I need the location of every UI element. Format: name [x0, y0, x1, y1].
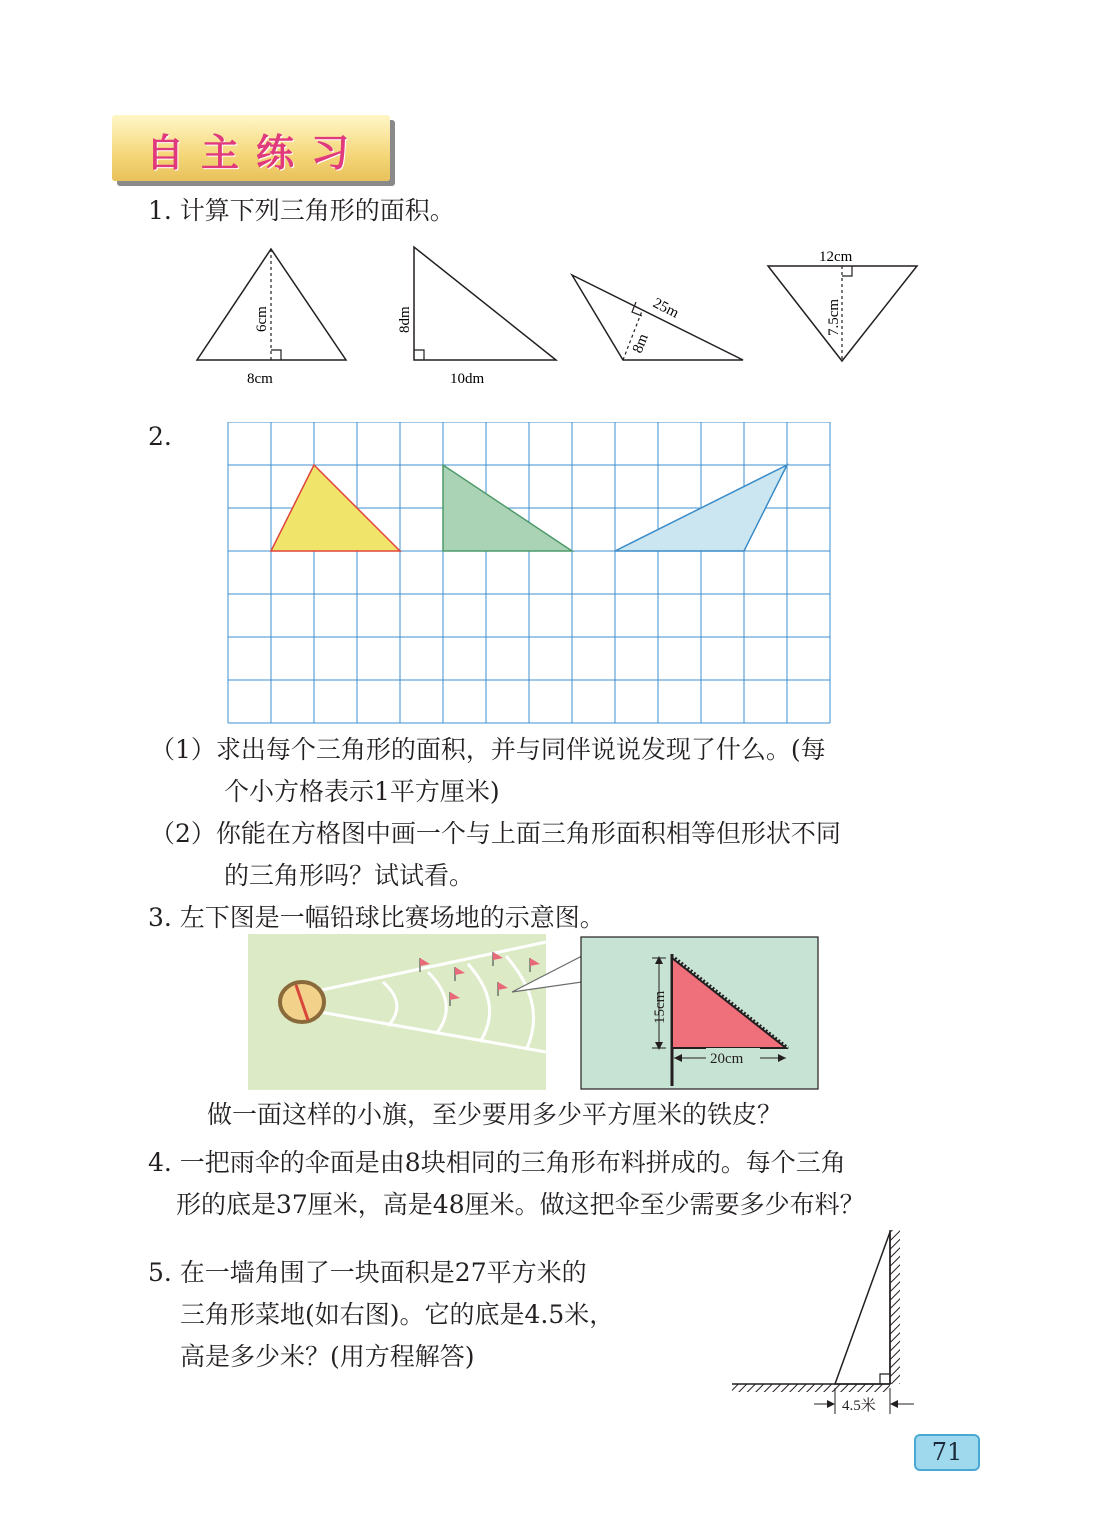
flag-base-label: 20cm — [710, 1051, 744, 1067]
question-2-part2-line1: （2）你能在方格图中画一个与上面三角形面积相等但形状不同 — [150, 819, 841, 848]
question-5-line3: 高是多少米？(用方程解答) — [180, 1342, 475, 1371]
question-3-question: 做一面这样的小旗，至少要用多少平方厘米的铁皮？ — [207, 1100, 783, 1129]
flag-height-label: 15cm — [652, 990, 668, 1024]
plot-base-label: 4.5米 — [842, 1398, 876, 1414]
question-3-text: 3. 左下图是一幅铅球比赛场地的示意图。 — [148, 903, 605, 932]
question-2-part2-line2: 的三角形吗？试试看。 — [224, 861, 475, 890]
grid-lines — [228, 422, 830, 723]
triangle-d — [768, 249, 917, 361]
question-4-line2: 形的底是37厘米，高是48厘米。做这把伞至少需要多少布料？ — [176, 1190, 865, 1219]
question-1-text: 1. 计算下列三角形的面积。 — [148, 196, 455, 225]
triangle-c-hyp: 25m — [650, 295, 682, 322]
vegetable-plot-triangle — [835, 1232, 890, 1384]
question-4-line1: 4. 一把雨伞的伞面是由8块相同的三角形布料拼成的。每个三角 — [148, 1148, 846, 1177]
ground-hatching — [732, 1384, 890, 1392]
triangle-a-base: 8cm — [247, 371, 273, 387]
question-5-line1: 5. 在一墙角围了一块面积是27平方米的 — [148, 1258, 587, 1287]
shot-put-figure — [248, 934, 820, 1092]
triangle-d-height: 7.5cm — [826, 298, 842, 336]
wall-corner-figure — [724, 1228, 924, 1418]
throwing-circle — [280, 982, 324, 1022]
triangle-d-base: 12cm — [819, 249, 853, 265]
section-title: 自主练习 — [146, 131, 367, 175]
triangle-a — [197, 249, 346, 387]
triangle-b-height: 8dm — [397, 306, 413, 333]
page-number: 71 — [914, 1434, 980, 1471]
triangle-a-height: 6cm — [254, 306, 270, 332]
triangle-c — [572, 275, 743, 360]
question-2-number: 2. — [148, 422, 172, 451]
triangle-b — [397, 247, 556, 387]
question-2-part1-line1: （1）求出每个三角形的面积，并与同伴说说发现了什么。(每 — [150, 735, 826, 764]
wall-hatching — [890, 1230, 900, 1384]
triangle-c-height: 8m — [629, 331, 652, 356]
question-2-part1-line2: 个小方格表示1平方厘米) — [224, 777, 500, 806]
triangle-b-base: 10dm — [450, 371, 485, 387]
question-5-line2: 三角形菜地(如右图)。它的底是4.5米， — [180, 1300, 615, 1329]
grid-figure — [226, 422, 836, 726]
